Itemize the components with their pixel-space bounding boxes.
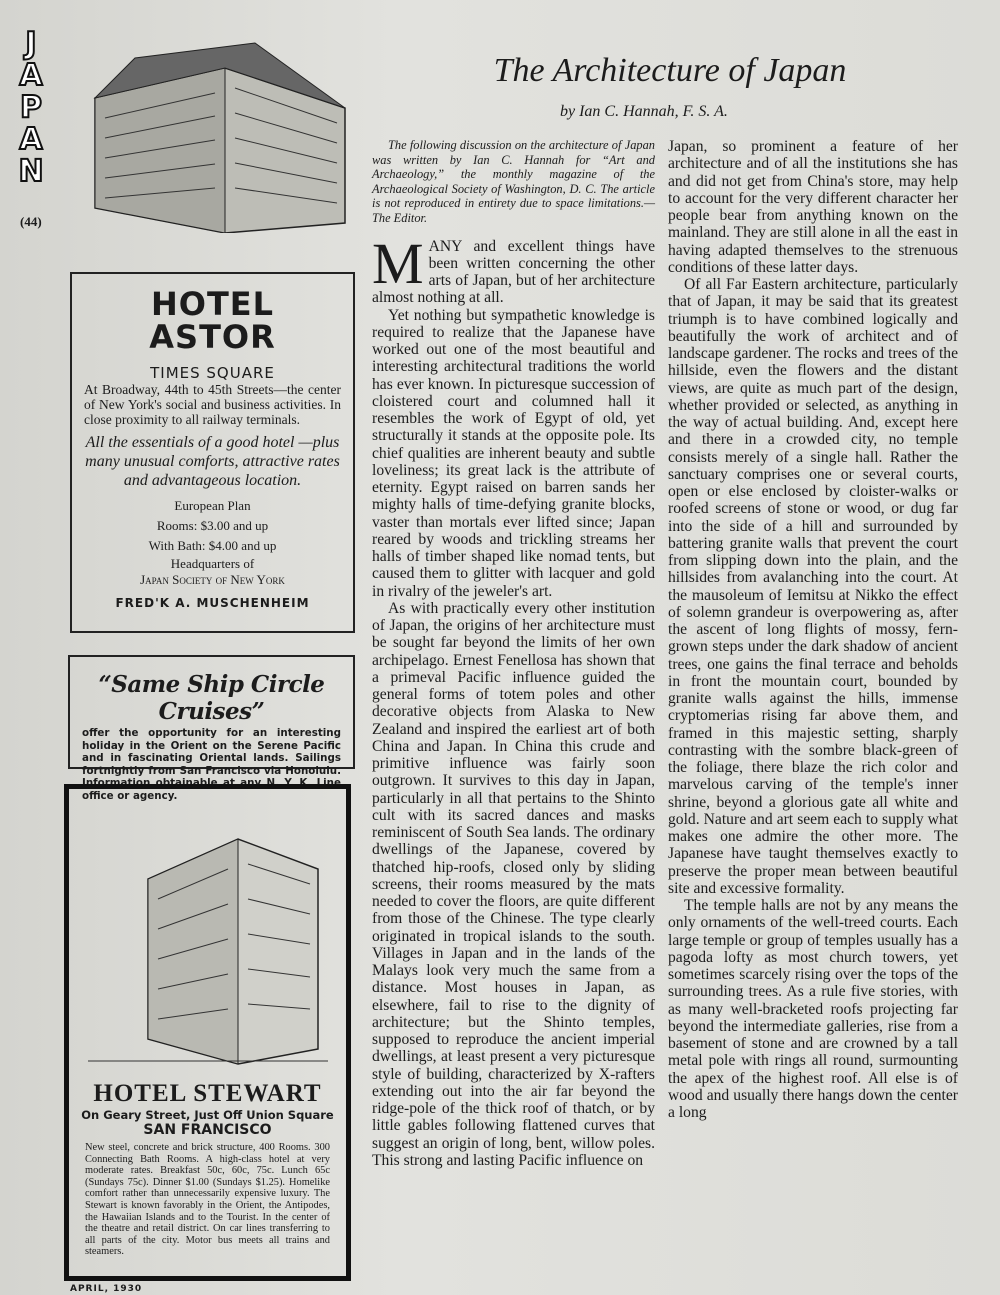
paragraph: Yet nothing but sympathetic knowledge is required to realize that the Japanese have worked out one of the most beautiful and interesting architectural traditions the world has ever known. In picturesque succession of cloistered court and columned hall it resembles the work of Egypt of old, yet structurally it stands at the opposite pole. Its chief qualities are inherent beauty and subtle loveliness; its great lack is the attribute of eternity. Egypt raised on barren sands her mighty halls of time-defying granite blocks, vaster than mortals ever lifted since; Japan reared by woods and trickling streams her halls of timber shaped like nomad tents, but caused them to glitter with lacquer and gold in rivalry of the jeweler's art. [372, 306, 655, 600]
astor-address: At Broadway, 44th to 45th Streets—the center of New York's social and business activities. In close proximity to all railway terminals. [84, 382, 341, 427]
cruise-ad [68, 655, 355, 802]
stewart-text: New steel, concrete and brick structure, 400 Rooms. 300 Connecting Bath Rooms. A high-class hotel at very moderate rates. Breakfast 50c, 60c, 75c. Lunch 65c (Sundays 75c). Dinner $1.00 (Sundays $1.25). Homelike comfort rather than unnecessarily expensive luxury. The Stewart is known favorably in the Orient, the Antipodes, the Hawaiian Islands and to the Tourist. In the center of the theatre and retail district. On car lines transferring to all parts of the city. Motor bus meets all trains and steamers. [85, 1142, 330, 1258]
stewart-city: SAN FRANCISCO [143, 1122, 272, 1138]
paragraph: Of all Far Eastern architecture, particularly that of Japan, it may be said that its greatest triumph is to have combined logically and beautifully the work of architect and of landscape gardener. The rocks and trees of the hillside, even the flowers and the distant views, are quite as much part of the design, whether provided or selected, as anything in the way of actual building. And, except here and there in a crowded city, no temple consists merely of a single hall. Rather the sanctuary comprises one or several courts, open or else enclosed by cloister-walks or roofed screens of stone or wood, or dug far into the side of a hill and surrounded by battering granite walls that prevent the court from slipping down into the plain, and the hillsides from avalanching into the court. At the mausoleum of Iemitsu at Nikko the effect of solemn grandeur is overpowering as, after the ascent of long flights of mossy, fern-grown steps under the dark shadow of ancient trees, one gains the final terrace and beholds in front the mountain court, bounded by granite walls against the hills, immense cryptomerias rising far above them, and framed in this majestic setting, sharply contrasting with the sombre black-green of the foliage, there blaze the rich color and marvelous carving of the temple's inner shrine, beyond a glorious gate all white and gold. Nature and art seem each to supply what makes one admire the other more. The Japanese have taught themselves exactly to preserve the proper mean between beautiful site and excessive formality. [668, 276, 958, 897]
astor-tagline: All the essentials of a good hotel —plus many unusual comforts, attractive rates and advantageous location. [85, 434, 340, 489]
page-number: (44) [20, 214, 42, 229]
hotel-stewart-ad [64, 784, 351, 1281]
astor-location: TIMES SQUARE [150, 364, 275, 382]
astor-name-line2: ASTOR [149, 318, 276, 356]
cruise-title: “Same Ship Circle Cruises” [98, 671, 325, 725]
article-byline: by Ian C. Hannah, F. S. A. [560, 103, 728, 120]
article-column-2 [668, 138, 958, 1121]
hotel-astor-illustration [75, 38, 357, 233]
astor-hq-2: Japan Society of New York [140, 572, 285, 587]
drop-cap: M [372, 230, 424, 296]
astor-plan: European Plan [174, 498, 251, 513]
paragraph: MANY and excellent things have been written concerning the other arts of Japan, but of her architecture almost nothing at all. [372, 230, 655, 307]
astor-name-line1: HOTEL [150, 285, 275, 323]
hotel-astor-ad [70, 272, 355, 633]
astor-bath: With Bath: $4.00 and up [148, 538, 277, 553]
hotel-stewart-illustration [88, 799, 328, 1069]
astor-rooms: Rooms: $3.00 and up [156, 518, 269, 533]
stewart-street: On Geary Street, Just Off Union Square [81, 1108, 334, 1122]
article-column-1 [372, 138, 655, 1169]
paragraph: Japan, so prominent a feature of her architecture and of all the institutions she has and did not get from China's store, may help to account for the very different character her people bear from anything known on the mainland. They are still alone in all the east in having adapted themselves to the strenuous conditions of these latter days. [668, 138, 958, 276]
astor-manager: FRED'K A. MUSCHENHEIM [115, 596, 310, 610]
editor-intro: The following discussion on the architecture of Japan was written by Ian C. Hannah for “Art and Archaeology,” the monthly magazine of the Archaeological Society of Washington, D. C. The article is not reproduced in entirety due to space limitations.—The Editor. [372, 138, 655, 225]
paragraph: As with practically every other institution of Japan, the origins of her architecture must be sought far beyond the limits of her own archipelago. Ernest Fenellosa has shown that a primeval Pacific influence guided the general forms of totem poles and other decorative objects from Alaska to New Zealand and inspired the earliest art of both China and Japan. In China this crude and primitive influence was fairly soon outgrown. It survives to this day in Japan, particularly in all that pertains to the Shinto cult with its sacred dances and masks reminiscent of South Sea lands. The ordinary dwellings of the Japanese, covered by thatched hip-roofs, closed only by sliding screens, their rooms measured by the mats needed to cover the floors, are quite different from those of the Chinese. The type clearly originated in tropical islands to the south. Villages in Japan and in the lands of the Malays look very much the same from a distance. Most houses in Japan, as elsewhere, fail to rise to the dignity of architecture; but the Shinto temples, supposed to reproduce the ancient imperial dwellings, at least present a very picturesque style of building, characterized by X-rafters extending out into the air far beyond the ridge-pole of the thick roof of thatch, or by little gables following flattened curves that suggest an origin of long, bent, willow poles. This strong and lasting Pacific influence on [372, 599, 655, 1169]
cruise-text: offer the opportunity for an interesting holiday in the Orient on the Serene Pacific and in fascinating Oriental lands. Sailings fortnightly from San Francisco via Honolulu. Information obtainable at any N. Y. K. Line office or agency. [82, 727, 341, 802]
article-title: The Architecture of Japan [493, 52, 847, 89]
paragraph: The temple halls are not by any means the only ornaments of the well-treed courts. Each large temple or group of temples usually has a pagoda lofty as most church towers, yet sometimes scarcely rising over the tops of the surrounding trees. As a rule five stories, with as many well-bracketed roofs projecting far beyond the intermediate galleries, rise from a basement of stone and are crowned by a tall metal pole with rings all round, surmounting the apex of the highest roof. All else is of wood and usually there hangs down the center a long [668, 897, 958, 1121]
issue-date: APRIL, 1930 [70, 1284, 143, 1294]
astor-hq-1: Headquarters of [170, 556, 255, 571]
stewart-name: HOTEL STEWART [93, 1080, 322, 1107]
side-label: JAPAN [18, 26, 44, 189]
